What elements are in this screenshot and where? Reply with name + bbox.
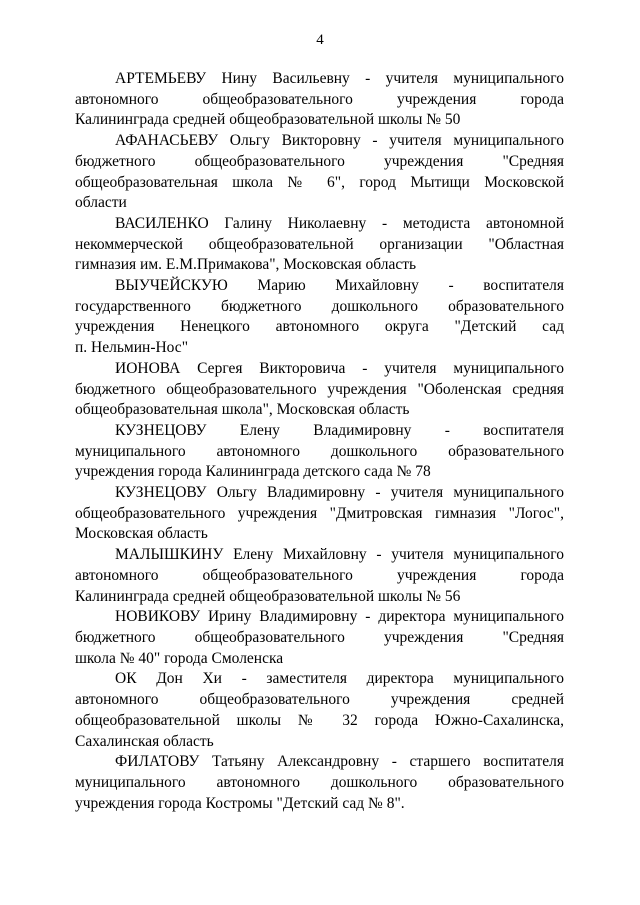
entry-line: автономного общеобразовательного учреждения города: [75, 566, 564, 584]
entry-line: НОВИКОВУ Ирину Владимировну - директора муниципального: [115, 608, 564, 626]
entry-line: учреждения города Калининграда детского сада № 78: [75, 463, 431, 481]
entry-line: бюджетного общеобразовательного учреждения "Средняя: [75, 152, 564, 170]
awardee-entry: [75, 421, 564, 483]
awardee-entry: [75, 359, 564, 421]
entry-line: ВАСИЛЕНКО Галину Николаевну - методиста автономной: [115, 214, 564, 232]
entry-line: ИОНОВА Сергея Викторовича - учителя муниципального: [115, 359, 564, 377]
entry-line: бюджетного общеобразовательного учреждения "Оболенская средняя: [75, 380, 564, 398]
awardee-entry: [75, 276, 564, 359]
awardee-list: [75, 69, 564, 814]
entry-line: Сахалинская область: [75, 732, 214, 750]
entry-line: КУЗНЕЦОВУ Ольгу Владимировну - учителя муниципального: [115, 484, 564, 502]
awardee-entry: [75, 131, 564, 214]
entry-line: ОК Дон Хи - заместителя директора муниципального: [115, 670, 564, 688]
awardee-entry: [75, 214, 564, 276]
entry-line: бюджетного общеобразовательного учреждения "Средняя: [75, 628, 564, 646]
entry-line: автономного общеобразовательного учреждения города: [75, 90, 564, 108]
entry-line: МАЛЫШКИНУ Елену Михайловну - учителя муниципального: [115, 546, 564, 564]
entry-line: АРТЕМЬЕВУ Нину Васильевну - учителя муниципального: [115, 70, 564, 87]
awardee-entry: [75, 752, 564, 814]
entry-line: общеобразовательного учреждения "Дмитровская гимназия "Логос",: [75, 504, 564, 522]
entry-line: муниципального автономного дошкольного образовательного: [75, 773, 564, 791]
entry-line: гимназия им. Е.М.Примакова", Московская область: [75, 256, 417, 274]
awardee-entry: [75, 607, 564, 669]
entry-line: Калининграда средней общеобразовательной школы № 56: [75, 587, 461, 605]
entry-line: Московская область: [75, 525, 208, 543]
awardee-entry: [75, 669, 564, 752]
entry-line: области: [75, 194, 127, 212]
entry-line: учреждения города Костромы "Детский сад № 8".: [75, 794, 405, 812]
awardee-entry: [75, 69, 564, 131]
entry-line: п. Нельмин-Нос": [75, 339, 189, 357]
awardee-entry: [75, 483, 564, 545]
entry-line: муниципального автономного дошкольного образовательного: [75, 442, 564, 460]
entry-line: школа № 40" города Смоленска: [75, 649, 284, 667]
entry-line: учреждения Ненецкого автономного округа "Детский сад: [75, 318, 564, 336]
awardee-entry: [75, 545, 564, 607]
entry-line: ВЫУЧЕЙСКУЮ Марию Михайловну - воспитателя: [115, 277, 564, 295]
page-number: 4: [316, 32, 324, 48]
entry-line: КУЗНЕЦОВУ Елену Владимировну - воспитателя: [115, 421, 564, 439]
entry-line: автономного общеобразовательного учреждения средней: [75, 691, 564, 709]
entry-line: Калининграда средней общеобразовательной школы № 50: [75, 111, 461, 129]
entry-line: некоммерческой общеобразовательной организации "Областная: [75, 235, 564, 253]
entry-line: АФАНАСЬЕВУ Ольгу Викторовну - учителя муниципального: [115, 132, 564, 150]
entry-line: общеобразовательная школа № 6", город Мытищи Московской: [75, 173, 564, 191]
entry-line: общеобразовательная школа", Московская область: [75, 401, 410, 419]
entry-line: государственного бюджетного дошкольного образовательного: [75, 297, 564, 315]
entry-line: ФИЛАТОВУ Татьяну Александровну - старшего воспитателя: [115, 753, 564, 771]
entry-line: общеобразовательной школы № 32 города Южно-Сахалинска,: [75, 711, 564, 729]
